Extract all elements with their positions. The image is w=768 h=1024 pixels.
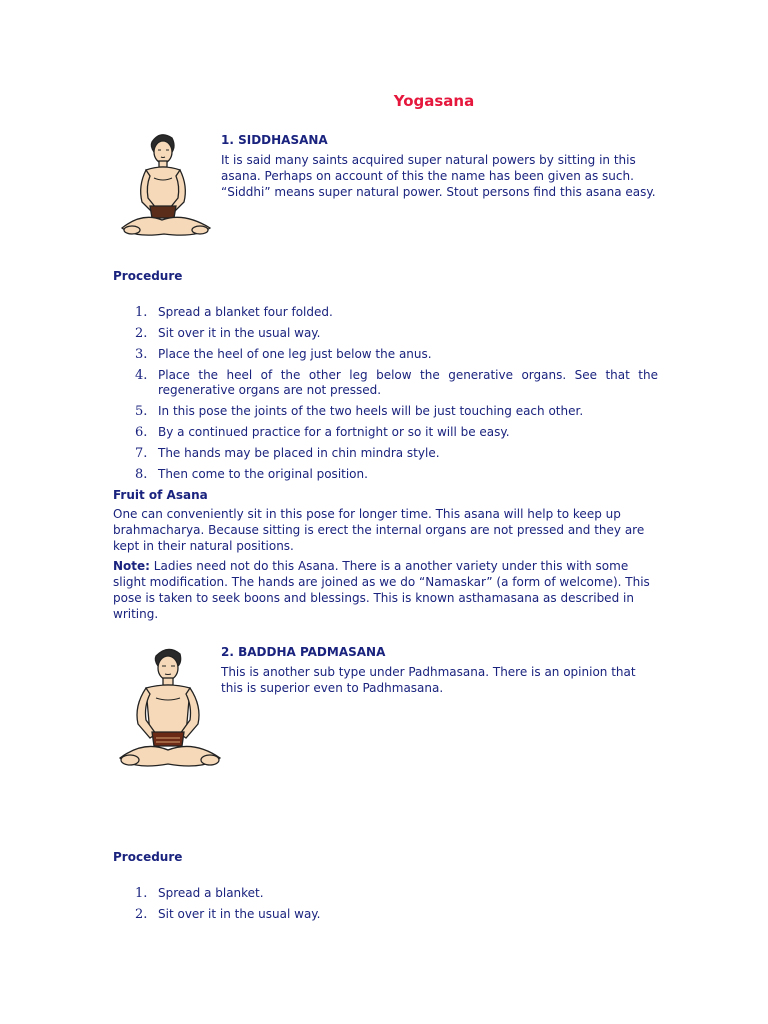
- note-text: Ladies need not do this Asana. There is a another variety under this with some slight modification. The hands are joined as we do “Namaskar” (a form of welcome). This pose is taken to seek boons and blessings. This is known asthamasana as described in writing.: [113, 559, 650, 621]
- page-title: Yogasana: [393, 92, 475, 110]
- siddhasana-illustration: [112, 128, 220, 242]
- list-item: 3. Place the heel of one leg just below the anus.: [135, 347, 432, 362]
- procedure2-heading: Procedure: [113, 850, 183, 864]
- fruit-text: One can conveniently sit in this pose for longer time. This asana will help to keep up brahmacharya. Because sitting is erect the internal organs are not pressed and they are kept in their natural positions.: [113, 507, 645, 553]
- list-item: 2. Sit over it in the usual way.: [135, 907, 321, 922]
- procedure1-steps: [113, 305, 658, 482]
- asana2-heading: 2. BADDHA PADMASANA: [221, 645, 386, 659]
- procedure1-heading: Procedure: [113, 269, 183, 283]
- asana2-description: This is another sub type under Padhmasana. There is an opinion that this is superior even to Padhmasana.: [221, 665, 636, 695]
- fruit-heading: Fruit of Asana: [113, 488, 208, 502]
- list-item: 1. Spread a blanket.: [135, 886, 264, 901]
- list-item: 1. Spread a blanket four folded.: [135, 305, 333, 320]
- asana1-description: It is said many saints acquired super natural powers by sitting in this asana. Perhaps on account of this the name has been given as such. “Siddhi” means super natural power. Stout persons find this asana easy.: [221, 153, 656, 199]
- note-paragraph: [113, 558, 658, 622]
- list-item: 6. By a continued practice for a fortnight or so it will be easy.: [135, 425, 510, 440]
- list-item: 8. Then come to the original position.: [135, 467, 368, 482]
- list-item: 5. In this pose the joints of the two heels will be just touching each other.: [135, 404, 584, 419]
- list-item: 2. Sit over it in the usual way.: [135, 326, 321, 341]
- note-label: Note:: [113, 559, 150, 573]
- procedure2-steps: [113, 886, 658, 922]
- baddha-padmasana-illustration: [110, 642, 230, 774]
- list-item: 4. Place the heel of the other leg below the generative organs. See that the regenerative organs are not pressed.: [135, 368, 658, 397]
- asana1-heading: 1. SIDDHASANA: [221, 133, 328, 147]
- list-item: 7. The hands may be placed in chin mindra style.: [135, 446, 440, 461]
